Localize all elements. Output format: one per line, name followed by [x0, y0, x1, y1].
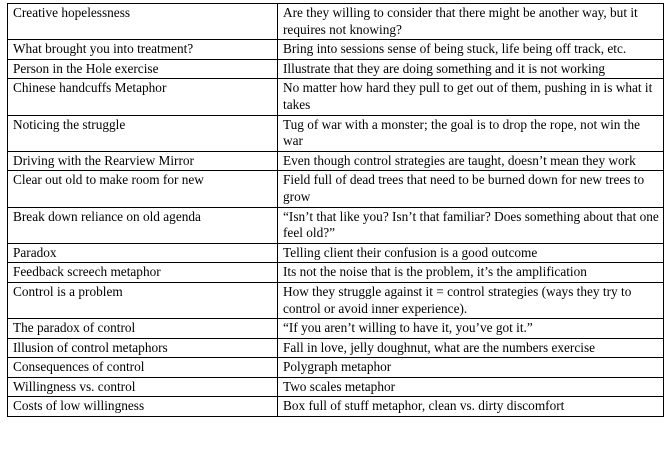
concept-cell: Costs of low willingness: [8, 397, 278, 417]
description-cell: Fall in love, jelly doughnut, what are the numbers exercise: [278, 338, 664, 358]
table-row: [8, 263, 664, 283]
table-row: [8, 358, 664, 378]
description-cell: Tug of war with a monster; the goal is to drop the rope, not win the war: [278, 115, 664, 151]
description-cell: Telling client their confusion is a good outcome: [278, 243, 664, 263]
concept-cell: What brought you into treatment?: [8, 40, 278, 60]
concept-cell: Chinese handcuffs Metaphor: [8, 79, 278, 115]
concept-cell: The paradox of control: [8, 319, 278, 339]
table-row: [8, 171, 664, 207]
table-row: [8, 79, 664, 115]
concept-cell: Creative hopelessness: [8, 4, 278, 40]
description-cell: “Isn’t that like you? Isn’t that familiar? Does something about that one feel old?”: [278, 207, 664, 243]
description-cell: No matter how hard they pull to get out of them, pushing in is what it takes: [278, 79, 664, 115]
concept-cell: Paradox: [8, 243, 278, 263]
concept-cell: Willingness vs. control: [8, 377, 278, 397]
table-row: [8, 397, 664, 417]
description-cell: Box full of stuff metaphor, clean vs. dirty discomfort: [278, 397, 664, 417]
table-row: [8, 207, 664, 243]
table-row: [8, 4, 664, 40]
description-cell: Illustrate that they are doing something and it is not working: [278, 59, 664, 79]
table-row: [8, 338, 664, 358]
concept-cell: Driving with the Rearview Mirror: [8, 151, 278, 171]
description-cell: Field full of dead trees that need to be burned down for new trees to grow: [278, 171, 664, 207]
description-cell: Its not the noise that is the problem, it’s the amplification: [278, 263, 664, 283]
table-row: [8, 282, 664, 318]
concept-cell: Illusion of control metaphors: [8, 338, 278, 358]
description-cell: Even though control strategies are taught, doesn’t mean they work: [278, 151, 664, 171]
description-cell: “If you aren’t willing to have it, you’ve got it.”: [278, 319, 664, 339]
table-row: [8, 40, 664, 60]
concept-cell: Feedback screech metaphor: [8, 263, 278, 283]
concept-table: [7, 3, 664, 417]
concept-cell: Consequences of control: [8, 358, 278, 378]
table-row: [8, 377, 664, 397]
description-cell: How they struggle against it = control strategies (ways they try to control or avoid inner experience).: [278, 282, 664, 318]
table-row: [8, 115, 664, 151]
concept-cell: Person in the Hole exercise: [8, 59, 278, 79]
description-cell: Two scales metaphor: [278, 377, 664, 397]
concept-cell: Control is a problem: [8, 282, 278, 318]
description-cell: Bring into sessions sense of being stuck, life being off track, etc.: [278, 40, 664, 60]
description-cell: Are they willing to consider that there might be another way, but it requires not knowing?: [278, 4, 664, 40]
concept-cell: Break down reliance on old agenda: [8, 207, 278, 243]
concept-cell: Noticing the struggle: [8, 115, 278, 151]
concept-cell: Clear out old to make room for new: [8, 171, 278, 207]
table-row: [8, 319, 664, 339]
table-row: [8, 59, 664, 79]
table-row: [8, 243, 664, 263]
description-cell: Polygraph metaphor: [278, 358, 664, 378]
table-row: [8, 151, 664, 171]
